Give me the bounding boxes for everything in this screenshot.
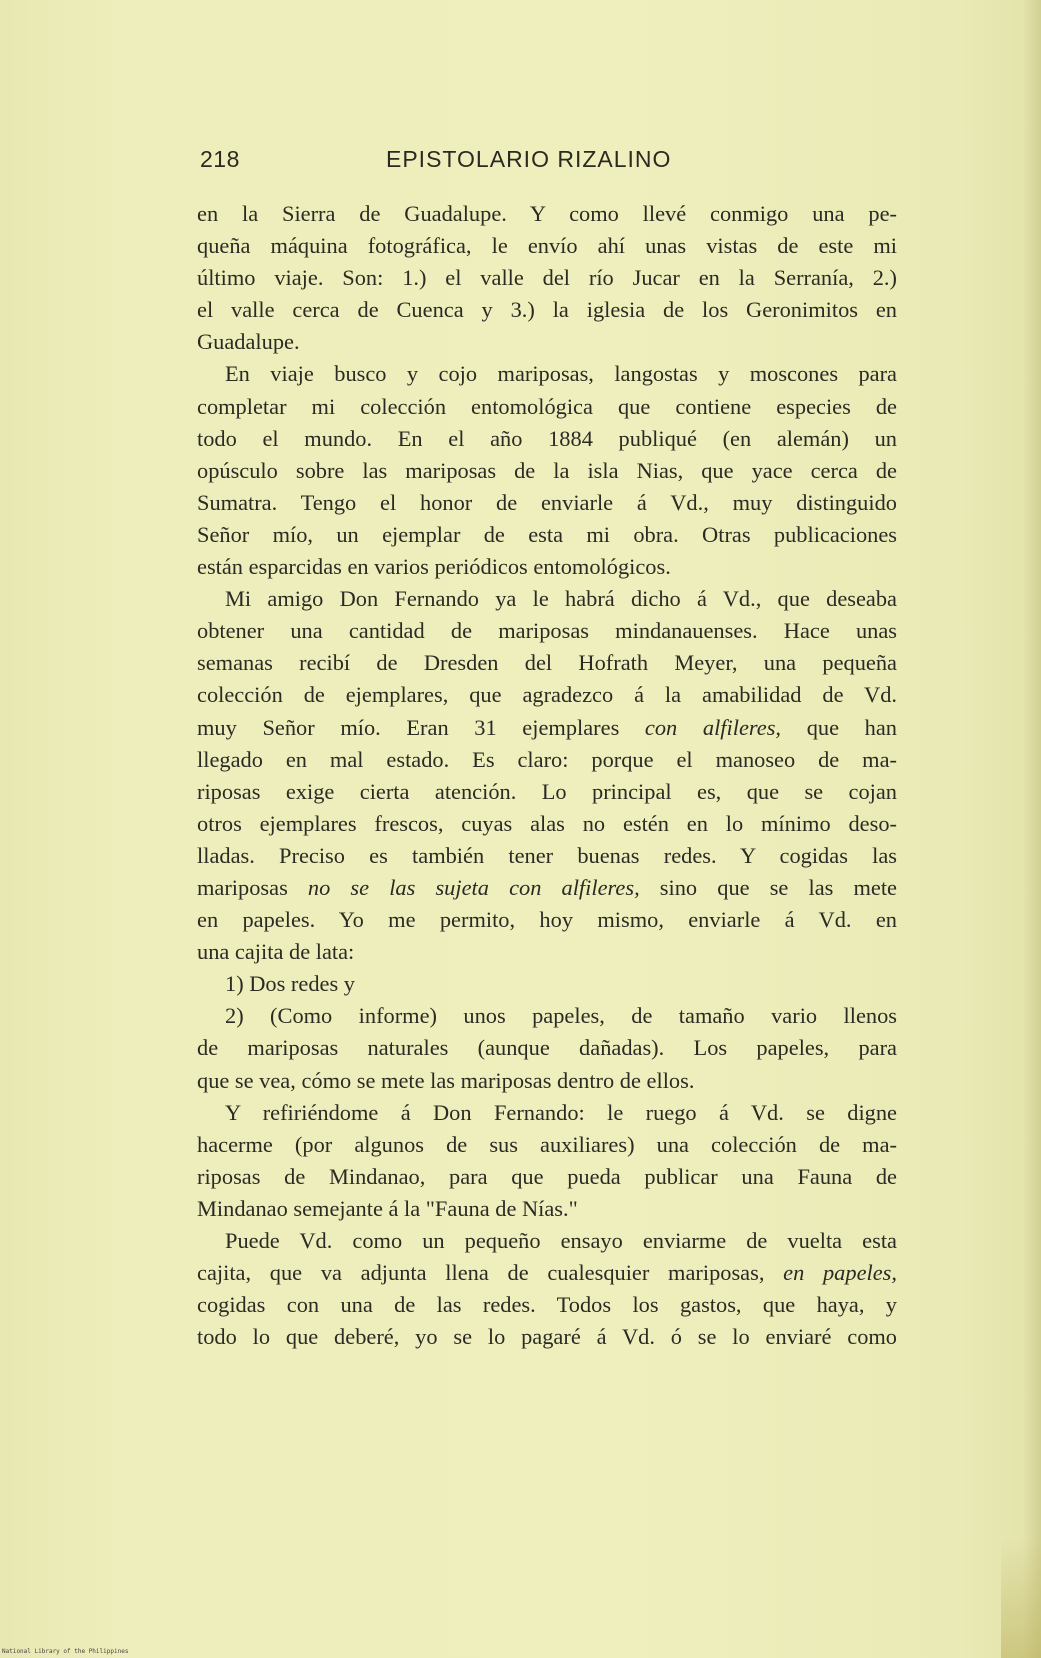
text-line: completar mi colección entomológica que contiene especies de	[197, 393, 897, 419]
list-item: 1) Dos redes y	[225, 971, 355, 997]
text-line: otros ejemplares frescos, cuyas alas no estén en lo mínimo deso-	[197, 810, 897, 836]
text-line-mixed	[197, 1257, 897, 1289]
text-line: último viaje. Son: 1.) el valle del río Jucar en la Serranía, 2.)	[197, 265, 897, 291]
italic-phrase: no se las sujeta con alfileres,	[307, 874, 640, 900]
text-line: En viaje busco y cojo mariposas, langostas y moscones para	[225, 361, 897, 387]
line-segment: que han	[806, 714, 897, 740]
page-corner-stain	[1001, 1538, 1041, 1658]
text-line: Guadalupe.	[197, 329, 300, 355]
page-header	[200, 146, 900, 176]
text-line: riposas exige cierta atención. Lo principal es, que se cojan	[197, 778, 897, 804]
text-line: una cajita de lata:	[197, 939, 355, 965]
italic-phrase: en papeles,	[783, 1260, 897, 1286]
text-line: todo lo que deberé, yo se lo pagaré á Vd. ó se lo enviaré como	[197, 1324, 897, 1350]
line-segment: sino que se las mete	[659, 874, 897, 900]
text-line: de mariposas naturales (aunque dañadas). Los papeles, para	[197, 1035, 897, 1061]
text-line: Mindanao semejante á la "Fauna de Nías."	[197, 1195, 578, 1221]
text-line-mixed	[197, 872, 897, 904]
line-segment: cajita, que va adjunta llena de cualesquier mariposas,	[197, 1260, 765, 1286]
text-line: semanas recibí de Dresden del Hofrath Meyer, una pequeña	[197, 650, 897, 676]
list-item: 2) (Como informe) unos papeles, de tamaño vario llenos	[225, 1003, 897, 1029]
line-segment: muy Señor mío. Eran 31 ejemplares	[197, 714, 620, 740]
text-line: queña máquina fotográfica, le envío ahí unas vistas de este mi	[197, 233, 897, 259]
line-segment: mariposas	[197, 874, 288, 900]
text-line: Sumatra. Tengo el honor de enviarle á Vd., muy distinguido	[197, 489, 897, 515]
text-line: hacerme (por algunos de sus auxiliares) una colección de ma-	[197, 1131, 897, 1157]
text-line: en la Sierra de Guadalupe. Y como llevé conmigo una pe-	[197, 201, 897, 226]
text-line: en papeles. Yo me permito, hoy mismo, enviarle á Vd. en	[197, 907, 897, 933]
running-head: EPISTOLARIO RIZALINO	[386, 146, 672, 172]
text-line: llegado en mal estado. Es claro: porque el manoseo de ma-	[197, 746, 897, 772]
text-line: lladas. Preciso es también tener buenas redes. Y cogidas las	[197, 842, 897, 868]
text-line: opúsculo sobre las mariposas de la isla Nias, que yace cerca de	[197, 457, 897, 483]
text-line-mixed	[197, 712, 897, 744]
text-line: Puede Vd. como un pequeño ensayo enviarme de vuelta esta	[225, 1228, 897, 1253]
text-line: que se vea, cómo se mete las mariposas dentro de ellos.	[197, 1067, 695, 1093]
text-line: Señor mío, un ejemplar de esta mi obra. Otras publicaciones	[197, 521, 897, 547]
text-line: el valle cerca de Cuenca y 3.) la iglesia de los Geronimitos en	[197, 297, 897, 323]
text-line: riposas de Mindanao, para que pueda publicar una Fauna de	[197, 1163, 897, 1189]
text-line: cogidas con una de las redes. Todos los gastos, que haya, y	[197, 1292, 897, 1318]
text-line: obtener una cantidad de mariposas mindanauenses. Hace unas	[197, 618, 897, 644]
library-footer-note: National Library of the Philippines	[2, 1648, 129, 1655]
body-text	[197, 198, 897, 1353]
italic-phrase: con alfileres,	[644, 714, 782, 740]
text-line: Mi amigo Don Fernando ya le habrá dicho á Vd., que deseaba	[225, 586, 897, 612]
page-number: 218	[200, 146, 240, 172]
page-edge-shadow	[1023, 0, 1041, 1658]
text-line: colección de ejemplares, que agradezco á la amabilidad de Vd.	[197, 682, 897, 708]
text-line: están esparcidas en varios periódicos entomológicos.	[197, 554, 671, 580]
text-line: todo el mundo. En el año 1884 publiqué (en alemán) un	[197, 425, 897, 451]
text-line: Y refiriéndome á Don Fernando: le ruego á Vd. se digne	[225, 1099, 897, 1125]
